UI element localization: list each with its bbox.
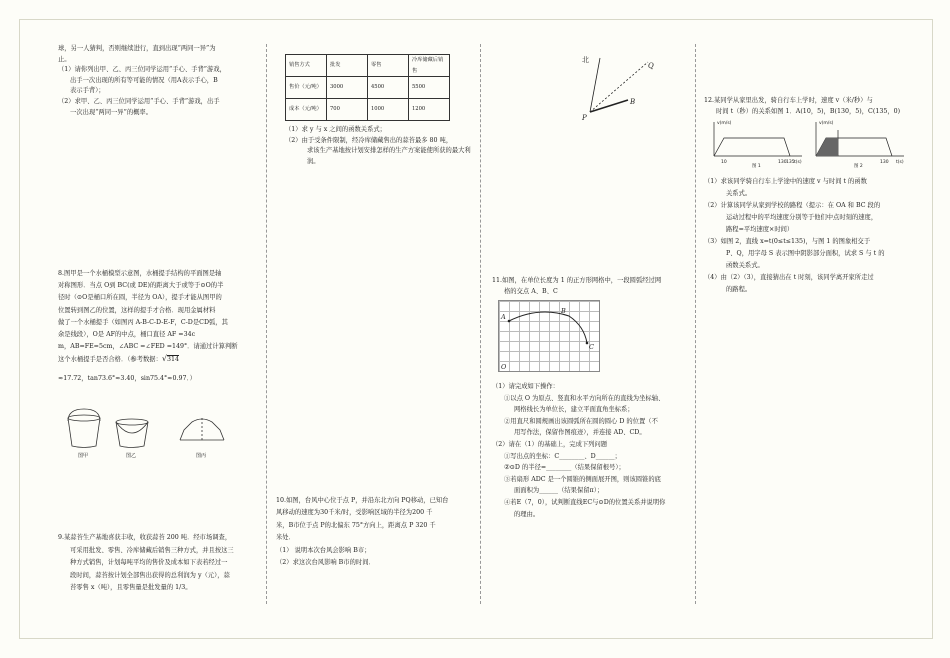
point-a: A	[501, 313, 506, 321]
text-line: 对称图形．当点 O到 BC(或 DE)的距离大于或等于⊙O的半	[58, 282, 224, 290]
velocity-graphs	[708, 118, 908, 168]
graph-caption: 图 1	[752, 164, 761, 168]
axis-label: t(s)	[896, 160, 904, 165]
table-cell: 1000	[368, 99, 409, 121]
text-line: 米处．	[276, 534, 295, 542]
fig-label: 图乙	[126, 453, 137, 459]
point-p: P	[582, 114, 587, 122]
text-line: 止。	[58, 55, 71, 63]
text-line: ①写出点的坐标：C________、D______；	[504, 452, 621, 460]
table-cell: 700	[327, 99, 368, 121]
typhoon-figure	[570, 50, 670, 125]
text-line: 风移动的速度为30千米/时，受影响区域的半径为200 千	[276, 509, 433, 517]
axis-label: t(s)	[794, 160, 802, 165]
text-line: ≈17.72，tan73.6°≈3.40，sin75.4°≈0.97．）	[58, 374, 196, 382]
point-q: Q	[648, 62, 654, 70]
tick-label: 130	[778, 160, 787, 165]
text-line: 段时间，蒜苔按计划全部售出获得的总利润为 y（元），蒜	[70, 571, 230, 579]
fig-label: 图丙	[196, 453, 207, 459]
table-cell: 零售	[368, 55, 409, 77]
text-line: （2）求甲、乙、丙三位同学运用“手心、手背”游戏，出手	[58, 97, 220, 105]
question-9	[58, 532, 263, 595]
table-cell: 成本（元/吨）	[286, 99, 327, 121]
text-line: m，AB=FE=5cm，∠ABC =∠FED =149°．请通过计算判断	[58, 343, 238, 351]
text-line: 面面积为______（结果保留π）；	[514, 487, 604, 495]
table-row	[286, 55, 450, 77]
text-line: 余是线段），O是 AF的中点，桶口直径 AF =34c	[58, 331, 196, 339]
text-line	[58, 353, 263, 366]
text-line: 求该生产基地按计划安排怎样的生产方案能使所获的最大利润。	[307, 147, 471, 165]
text-line: 时间 t（秒）的关系如图 1．A(10，5)，B(130，5)，C(135，0)	[716, 107, 901, 115]
sales-table	[285, 54, 450, 121]
text-line: 表示手背）；	[70, 87, 105, 95]
text-line: 12.某同学从家里出发，骑自行车上学时，速度 v（米/秒）与	[704, 97, 873, 104]
table-cell: 售价（元/吨）	[286, 77, 327, 99]
graph-caption: 图 2	[854, 164, 863, 168]
table-row	[286, 99, 450, 121]
axis-label: v(m/s)	[819, 121, 834, 126]
question-11	[492, 276, 692, 297]
text-line: （3）如图 2，直线 x=t(0≤t≤135)，与图 1 的图象相交于	[704, 238, 871, 245]
text-line: 用写作法，保留作图痕迹），并连接 AD、CD。	[514, 429, 646, 437]
text-line: 函数关系式。	[726, 262, 764, 269]
text-line: 的理由。	[514, 510, 540, 518]
text-line: （1）请完成如下操作：	[492, 383, 559, 390]
text-line: （2）求这次台风影响 B市的时间．	[276, 559, 375, 567]
table-row	[286, 77, 450, 99]
fig-label: 图甲	[78, 453, 89, 459]
tick-label: 130	[880, 160, 889, 165]
table-cell: 冷库储藏后销售	[409, 55, 450, 77]
arc-figure	[499, 301, 599, 371]
text-line: 球，另一人猜判，否则继续进行，直到出现“两同一异”为	[58, 45, 216, 52]
text-line: （1）求该同学骑自行车上学途中的速度 v 与时间 t 的函数	[704, 178, 867, 185]
question-8	[58, 268, 263, 385]
table-cell: 1200	[409, 99, 450, 121]
text-line: （1）求 y 与 x 之间的函数关系式；	[285, 126, 386, 134]
north-label: 北	[582, 56, 589, 64]
sqrt-symbol: √	[161, 354, 168, 364]
text-line: （1） 说明本次台风会影响 B市；	[276, 546, 371, 554]
text-line: 的路程。	[726, 286, 752, 293]
text-line: 做了一个水桶提手（如图丙 A-B-C-D-E-F，C-D是CD弧，其	[58, 318, 228, 326]
text-line: P、Q，用字母 S 表示图中阴影部分面积，试求 S 与 t 的	[726, 250, 885, 257]
sqrt-value: 314	[167, 356, 180, 364]
point-o: O	[501, 363, 507, 371]
text-line: 格的交点 A、B、C	[504, 287, 558, 295]
question-12	[704, 96, 919, 117]
text-line: 苔零售 x（吨），且零售量是批发量的 1/3。	[70, 584, 192, 592]
text-line: 可采用批发、零售、冷库储藏后销售三种方式，并且按这三	[70, 546, 234, 554]
text-line: 一次出现“两同一异”的概率。	[70, 108, 153, 116]
text-line: 米，B市位于点 P的北偏东 75°方向上，距离点 P 320 千	[276, 521, 436, 529]
text-line: 11.如图，在单位长度为 1 的正方形网格中，一段圆弧经过网	[492, 277, 662, 284]
text-line: ④若E（7，0），试判断直线EC与⊙D的位置关系并说明你	[504, 498, 666, 506]
table-cell: 4500	[368, 77, 409, 99]
column-divider	[480, 44, 481, 604]
column-2	[285, 54, 475, 168]
point-b: B	[630, 98, 636, 106]
question-12-parts	[704, 176, 919, 296]
coordinate-grid	[498, 300, 600, 372]
point-b: B	[561, 307, 566, 315]
text-line: ①以点 O 为原点、竖直和水平方向所在的直线为坐标轴、	[504, 394, 665, 402]
tick-label: 135	[786, 160, 795, 165]
text-line: 种方式销售，计划每吨平均的售价及成本如下表若经过一	[70, 559, 228, 567]
text-line: ②⊙D 的半径=________（结果保留根号）；	[504, 464, 625, 472]
question-9-parts	[285, 125, 475, 167]
tick-label: 10	[721, 160, 727, 165]
text-line: 8.图甲是一个水桶模型示意图，水桶提手结构的平面图是轴	[58, 270, 222, 277]
column-divider	[266, 44, 267, 604]
text-line: （4）由（2）（3），直接猜出在 t 时刻，该同学离开家所走过	[704, 274, 874, 281]
table-cell: 5500	[409, 77, 450, 99]
text-line: 关系式。	[726, 190, 752, 197]
axis-label: v(m/s)	[717, 121, 732, 126]
column-1	[58, 44, 263, 118]
table-cell: 批发	[327, 55, 368, 77]
text-line: 路程=平均速度×时间）	[726, 226, 794, 233]
bucket-figures	[62, 408, 232, 460]
table-cell: 销售方式	[286, 55, 327, 77]
text-line: （2）请在（1）的基础上，完成下列问题	[492, 440, 608, 448]
text-line: 径时（⊙O是桶口所在圆，半径为 OA），提手才能从图甲的	[58, 294, 222, 302]
text-line: （1）请你列出甲、乙、丙三位同学运用“手心、手背”游戏，	[58, 66, 226, 74]
text-line: ③若扇形 ADC 是一个圆锥的侧面展开图，则该圆锥的底	[504, 475, 661, 483]
text-span: 这个水桶提手是否合格．（参考数据：	[58, 356, 162, 364]
question-10	[276, 495, 476, 569]
point-c: C	[589, 343, 594, 351]
text-line: 运动过程中的平均速度分别等于他们中点时刻的速度，	[726, 214, 878, 221]
text-line: ②用直尺和圆规画出该圆弧所在圆的圆心 D 的位置（不	[504, 417, 658, 425]
question-11-parts	[492, 381, 697, 520]
text-line: 10.如图，台风中心位于点 P，并沿东北方向 PQ移动，已知台	[276, 497, 449, 504]
text-line: 9.某蒜苔生产基地喜获丰收，收获蒜苔 200 吨．经市场调查，	[58, 534, 232, 541]
text-line: 出手一次出现的所有等可能的情况（用A表示手心，B	[70, 76, 218, 84]
text-line: 位置转到图乙的位置，这样的提手才合格．现用金属材料	[58, 306, 216, 314]
text-line: （2）计算该同学从家到学校的路程（提示：在 OA 和 BC 段的	[704, 202, 881, 209]
text-line: （2）由于受条件限制，经冷库储藏售出的蒜苔最多 80 吨，	[285, 136, 453, 144]
text-line: 网格线长为单位长，建立平面直角坐标系；	[514, 406, 634, 414]
table-cell: 3000	[327, 77, 368, 99]
